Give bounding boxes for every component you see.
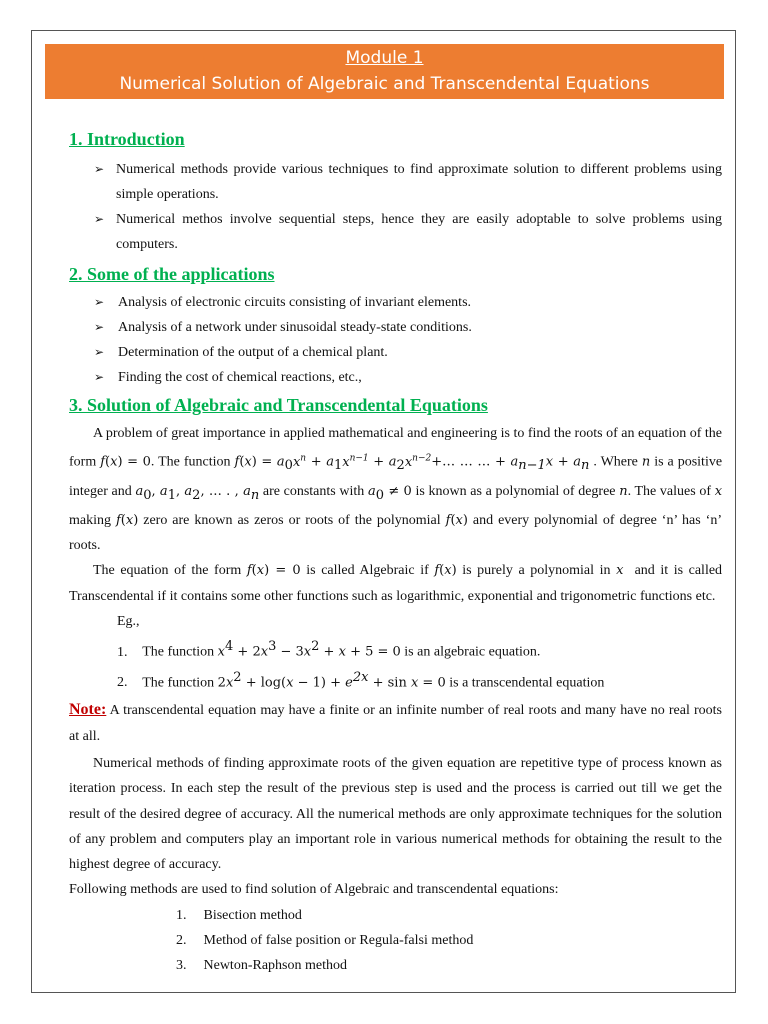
intro-heading: 1. Introduction — [69, 129, 185, 149]
list-item: ➢ Analysis of a network under sinusoidal steady-state conditions. — [69, 315, 722, 340]
module-label: Module 1 — [345, 48, 424, 68]
arrow-bullet-icon: ➢ — [94, 370, 105, 384]
arrow-bullet-icon: ➢ — [94, 212, 105, 226]
applications-heading: 2. Some of the applications — [69, 264, 275, 284]
applications-list — [69, 290, 722, 390]
intro-list — [69, 157, 722, 257]
module-banner — [45, 44, 724, 99]
note-label: Note: — [69, 701, 107, 719]
list-item: 2. Method of false position or Regula-falsi method — [176, 932, 474, 948]
note-paragraph: Note: A transcendental equation may have a finite or an infinite number of real roots and many have no real roots at all. — [69, 701, 722, 744]
math-expression: 2 — [217, 675, 226, 691]
methods-list — [69, 903, 722, 978]
list-item: 3. Newton-Raphson method — [176, 957, 347, 973]
list-item: ➢ Numerical methos involve sequential steps, hence they are easily adoptable to solve problems using computers. — [69, 207, 722, 257]
list-item: ➢ Numerical methods provide various techniques to find approximate solution to different problems using simple operations. — [69, 157, 722, 207]
examples-label: Eg., — [117, 614, 140, 629]
solution-heading: 3. Solution of Algebraic and Transcendental Equations — [69, 395, 488, 415]
list-item: 1. The function $x^4 + 2x^3 - 3x^2 + x + 5 = 0$ is an algebraic equation. — [117, 639, 541, 660]
math-expression: x — [217, 644, 226, 660]
list-item: 1. Bisection method — [176, 907, 302, 923]
arrow-bullet-icon: ➢ — [94, 345, 105, 359]
list-item: 2. The function $2x^2 + \log(x - 1) + e^{2x} + \sin x = 0$ is a transcendental equation — [117, 669, 605, 691]
paragraph-iteration: Numerical methods of finding approximate roots of the given equation are repetitive type of process known as iteration process. In each step the result of the previous step is used and the process is carried out till we get the result of the desired degree of accuracy. All the numerical methods are only approximate techniques for the solution of any problem and computers play an important role in various numerical methods for obtaining the result to the highest degree of accuracy. — [69, 755, 722, 873]
paragraph-equation-types: The equation of the form f(x) = 0 is called Algebraic if f(x) is purely a polynomial in x and it is called Transcendental if it contains some other functions such as logarithmic, exponential and trigonometric functions etc. — [69, 563, 723, 604]
list-item: ➢ Determination of the output of a chemical plant. — [69, 340, 722, 365]
math-expression: a — [135, 483, 144, 499]
math-expression: f — [234, 454, 240, 470]
list-item: ➢ Finding the cost of chemical reactions, etc., — [69, 365, 722, 390]
paragraph-methods-intro: Following methods are used to find solution of Algebraic and transcendental equations: — [69, 882, 559, 898]
paragraph-polynomial: A problem of great importance in applied mathematical and engineering is to find the roots of an equation of the form f(x) = 0. The function $f(x) = a_0x^n + a_1x^{n-1}$ + $a_2x^{n-2}+\dots$ … … + $a_{n-1}x + a_n$ . Where n is a positive integer and $a_0$, $a_1$, $a_2$, … . , $a_n$ are constants with $a_0 \ne 0$ is known as a polynomial of degree n. The values of x making f(x) zero are known as zeros or roots of the polynomial f(x) and every polynomial of degree ‘n’ has ‘n’ roots. — [69, 426, 723, 554]
arrow-bullet-icon: ➢ — [94, 162, 105, 176]
module-title: Numerical Solution of Algebraic and Transcendental Equations — [119, 74, 650, 94]
list-item: ➢ Analysis of electronic circuits consisting of invariant elements. — [69, 290, 722, 315]
arrow-bullet-icon: ➢ — [94, 295, 105, 309]
document-body — [69, 126, 722, 978]
math-expression: f — [100, 454, 106, 470]
arrow-bullet-icon: ➢ — [94, 320, 105, 334]
examples-list — [69, 634, 722, 695]
